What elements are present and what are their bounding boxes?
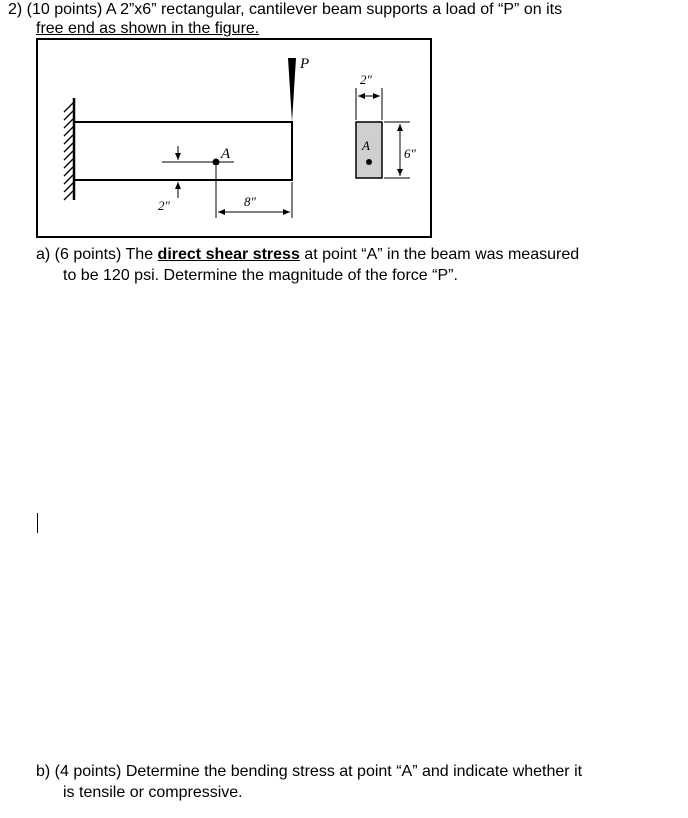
beam-diagram <box>38 40 434 240</box>
text-cursor[interactable] <box>37 513 38 533</box>
part-a-line-1 <box>36 245 579 265</box>
part-b-line-1: b) (4 points) Determine the bending stress at point “A” and indicate whether it <box>36 763 583 780</box>
offset-dimension-label: 2″ <box>158 198 170 213</box>
problem-statement-line-1: 2) (10 points) A 2”x6” rectangular, cantilever beam supports a load of “P” on its <box>8 1 563 18</box>
height-dimension-label: 6″ <box>404 146 416 161</box>
width-dimension <box>356 88 382 120</box>
load-arrow <box>288 58 296 122</box>
section-point-label: A <box>362 138 370 153</box>
beam-figure <box>36 38 432 238</box>
point-a-marker <box>213 159 220 166</box>
part-a-line-2: to be 120 psi. Determine the magnitude of the force “P”. <box>63 267 458 284</box>
width-dimension-label: 2″ <box>360 72 372 87</box>
part-b-line-2: is tensile or compressive. <box>63 784 243 801</box>
offset-dimension <box>170 146 188 198</box>
load-label: P <box>300 56 310 72</box>
length-dimension <box>216 166 292 218</box>
point-a-label: A <box>221 146 231 162</box>
part-a-emphasis: direct shear stress <box>157 246 300 263</box>
fixed-wall-support <box>64 98 74 200</box>
part-a-suffix: at point “A” in the beam was measured <box>299 246 580 263</box>
cantilever-beam <box>74 122 292 180</box>
part-a-prefix: a) (6 points) The <box>36 246 158 263</box>
length-dimension-label: 8″ <box>244 194 256 209</box>
problem-statement-line-2: free end as shown in the figure. <box>36 20 260 37</box>
section-point-marker <box>366 159 372 165</box>
